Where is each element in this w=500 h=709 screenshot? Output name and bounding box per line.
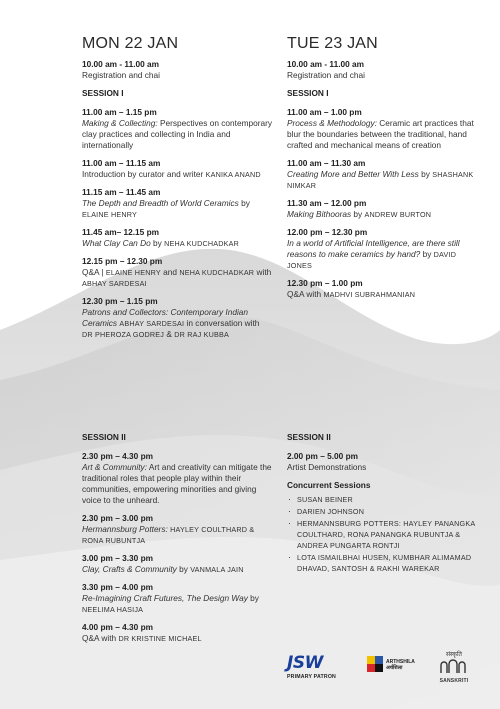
slot-text: Q&A with — [82, 633, 117, 643]
slot-time: 12.00 pm – 12.30 pm — [287, 227, 368, 237]
slot-text: by — [421, 169, 430, 179]
sponsor-logos — [287, 652, 477, 692]
slot-time: 3.30 pm – 4.00 pm — [82, 582, 154, 592]
talk-title: In a world of Artificial Intelligence, are there still reasons to make ceramics by hand? — [287, 238, 460, 259]
day2-session1-list — [287, 107, 477, 300]
slot-description — [287, 118, 477, 151]
jsw-logo — [287, 654, 347, 680]
slot-text: and — [163, 267, 177, 277]
slot-time: 11.15 am – 11.45 am — [82, 187, 161, 197]
talk-title: What Clay Can Do — [82, 238, 151, 248]
speaker-name: MADHVI SUBRAHMANIAN — [323, 290, 416, 299]
slot-text: by — [250, 593, 259, 603]
speaker-name: ABHAY SARDESAI — [82, 279, 147, 288]
slot-text: by — [422, 249, 432, 259]
speaker-name: ELAINE HENRY — [105, 268, 161, 277]
slot-description — [82, 238, 272, 249]
jsw-caption: PRIMARY PATRON — [287, 674, 337, 680]
talk-title: Art & Community: — [82, 462, 148, 472]
schedule-slot — [287, 227, 477, 271]
arthshila-text — [386, 659, 415, 671]
slot-description — [82, 633, 272, 644]
slot-text: Perspectives on contemporary clay practices and collecting in India and internationally — [82, 118, 273, 150]
schedule-slot — [287, 107, 477, 151]
talk-title: The Depth and Breadth of World Ceramics — [82, 198, 239, 208]
slot-description — [287, 289, 477, 300]
schedule-slot — [287, 59, 477, 81]
day1-session1-title: SESSION I — [82, 88, 124, 98]
slot-text: & — [166, 329, 172, 339]
day2-session2-column — [287, 430, 477, 575]
sanskriti-hindi: संस्कृति — [446, 652, 462, 658]
sanskriti-logo — [434, 652, 474, 684]
slot-text: Art and creativity can mitigate the traditional roles that people play within their communities, empowering minorities and giving voice to the unheard. — [82, 462, 272, 505]
day1-session2-title: SESSION II — [82, 432, 126, 442]
arthshila-mark-icon — [367, 656, 383, 672]
day2-session2-list — [287, 451, 477, 473]
talk-title: Clay, Crafts & Community — [82, 564, 177, 574]
slot-description — [82, 70, 272, 81]
speaker-name: NEHA KUDCHADKAR — [179, 268, 255, 277]
schedule-slot — [82, 582, 272, 615]
slot-description — [82, 118, 272, 151]
slot-time: 11.00 am – 11.30 am — [287, 158, 366, 168]
slot-time: 12.15 pm – 12.30 pm — [82, 256, 163, 266]
slot-time: 2.30 pm – 3.00 pm — [82, 513, 154, 523]
sanskriti-name: SANSKRITI — [439, 678, 469, 684]
schedule-slot — [82, 296, 272, 340]
slot-text: by — [241, 198, 250, 208]
concurrent-session-item: · DARIEN JOHNSON — [287, 506, 477, 517]
slot-text: Q&A | — [82, 267, 104, 277]
slot-time: 10.00 am - 11.00 am — [82, 59, 160, 69]
talk-title: Making Bithooras — [287, 209, 352, 219]
speaker-name: NEELIMA HASIJA — [82, 605, 144, 614]
day1-column — [82, 35, 272, 347]
speaker-name: DR KRISTINE MICHAEL — [118, 634, 202, 643]
slot-time: 2.00 pm – 5.00 pm — [287, 451, 359, 461]
slot-time: 10.00 am - 11.00 am — [287, 59, 365, 69]
slot-description — [82, 307, 272, 340]
slot-description — [82, 267, 272, 289]
day2-title: TUE 23 JAN — [287, 35, 378, 52]
slot-time: 11.00 am – 11.15 am — [82, 158, 161, 168]
schedule-slot — [287, 158, 477, 191]
slot-description — [82, 462, 272, 506]
slot-time: 4.00 pm – 4.30 pm — [82, 622, 154, 632]
talk-title: Creating More and Better With Less — [287, 169, 419, 179]
speaker-name: HAYLEY COULTHARD & RONA RUBUNTJA — [82, 525, 255, 545]
speaker-name: KANIKA ANAND — [205, 170, 261, 179]
slot-text: Ceramic art practices that blur the boundaries between the traditional, hand crafted and mechanical means of creation — [287, 118, 474, 150]
slot-text: by — [353, 209, 363, 219]
slot-description — [287, 169, 477, 191]
schedule-slot — [287, 278, 477, 300]
speaker-name: DAVID JONES — [287, 250, 457, 270]
day1-session1-list — [82, 107, 272, 340]
schedule-slot — [82, 451, 272, 506]
slot-description — [82, 564, 272, 575]
talk-title: Process & Methodology: — [287, 118, 377, 128]
slot-time: 12.30 pm – 1.00 pm — [287, 278, 363, 288]
slot-time: 11.30 am – 12.00 pm — [287, 198, 367, 208]
slot-time: 3.00 pm – 3.30 pm — [82, 553, 154, 563]
slot-description — [82, 198, 272, 220]
sanskriti-arches-icon — [440, 659, 468, 673]
schedule-slot — [82, 227, 272, 249]
talk-title: Re-Imagining Craft Futures, The Design Way — [82, 593, 248, 603]
speaker-name: ANDREW BURTON — [364, 210, 432, 219]
schedule-slot — [82, 513, 272, 546]
slot-text: Registration and chai — [287, 70, 365, 80]
concurrent-session-item: · LOTA ISMAILBHAI HUSEN, KUMBHAR ALIMAMAD DHAVAD, SANTOSH & RAKHI WAREKAR — [287, 552, 477, 574]
speaker-name: NEHA KUDCHADKAR — [164, 239, 239, 248]
concurrent-session-item: · SUSAN BEINER — [287, 494, 477, 505]
schedule-slot — [82, 107, 272, 151]
jsw-mark: JSW — [287, 653, 323, 673]
speaker-name: ELAINE HENRY — [82, 210, 137, 219]
slot-text: Q&A with — [287, 289, 322, 299]
day2-morning — [287, 59, 477, 81]
slot-description — [287, 462, 477, 473]
slot-text: Introduction by curator and writer — [82, 169, 204, 179]
day1-session2-list — [82, 451, 272, 644]
arthshila-hindi: अर्थशिला — [386, 665, 403, 671]
slot-time: 11.00 am – 1.15 pm — [82, 107, 157, 117]
speaker-name: SHASHANK NIMKAR — [287, 170, 474, 190]
concurrent-session-item: · HERMANNSBURG POTTERS: HAYLEY PANANGKA COULTHARD, RONA PANANGKA RUBUNTJA & ANDREA PUNGARTA RONTJI — [287, 518, 477, 551]
schedule-slot — [82, 158, 272, 180]
slot-text: by — [153, 238, 162, 248]
slot-description — [287, 209, 477, 220]
speaker-name: DR RAJ KUBBA — [174, 330, 229, 339]
schedule-slot — [287, 198, 477, 220]
schedule-slot — [82, 187, 272, 220]
talk-title: Hermannsburg Potters: — [82, 524, 168, 534]
concurrent-sessions-title: Concurrent Sessions — [287, 480, 371, 490]
schedule-slot — [82, 256, 272, 289]
day2-column — [287, 35, 477, 307]
speaker-name: ABHAY SARDESAI — [119, 319, 185, 328]
slot-description — [287, 70, 477, 81]
schedule-slot — [82, 59, 272, 81]
slot-description — [82, 169, 272, 180]
slot-time: 12.30 pm – 1.15 pm — [82, 296, 158, 306]
speaker-name: DR PHEROZA GODREJ — [82, 330, 165, 339]
schedule-slot — [287, 451, 477, 473]
slot-time: 11.45 am– 12.15 pm — [82, 227, 160, 237]
schedule-slot — [82, 553, 272, 575]
day1-title: MON 22 JAN — [82, 35, 179, 52]
arthshila-name: ARTHSHILA — [386, 659, 415, 665]
day2-session2-title: SESSION II — [287, 432, 331, 442]
slot-description — [82, 593, 272, 615]
speaker-name: VANMALA JAIN — [190, 565, 244, 574]
slot-text: in conversation with — [186, 318, 260, 328]
slot-description — [287, 238, 477, 271]
slot-time: 2.30 pm – 4.30 pm — [82, 451, 154, 461]
slot-description — [82, 524, 272, 546]
slot-text: Registration and chai — [82, 70, 160, 80]
slot-text: Artist Demonstrations — [287, 462, 367, 472]
slot-text: with — [256, 267, 272, 277]
day2-session1-title: SESSION I — [287, 88, 329, 98]
concurrent-sessions-list — [287, 494, 477, 574]
day1-session2-column — [82, 430, 272, 651]
day1-morning — [82, 59, 272, 81]
schedule-slot — [82, 622, 272, 644]
slot-time: 11.00 am – 1.00 pm — [287, 107, 362, 117]
talk-title: Making & Collecting: — [82, 118, 158, 128]
slot-text: by — [179, 564, 188, 574]
talk-title: Patrons and Collectors: Contemporary Indian Ceramics — [82, 307, 249, 328]
